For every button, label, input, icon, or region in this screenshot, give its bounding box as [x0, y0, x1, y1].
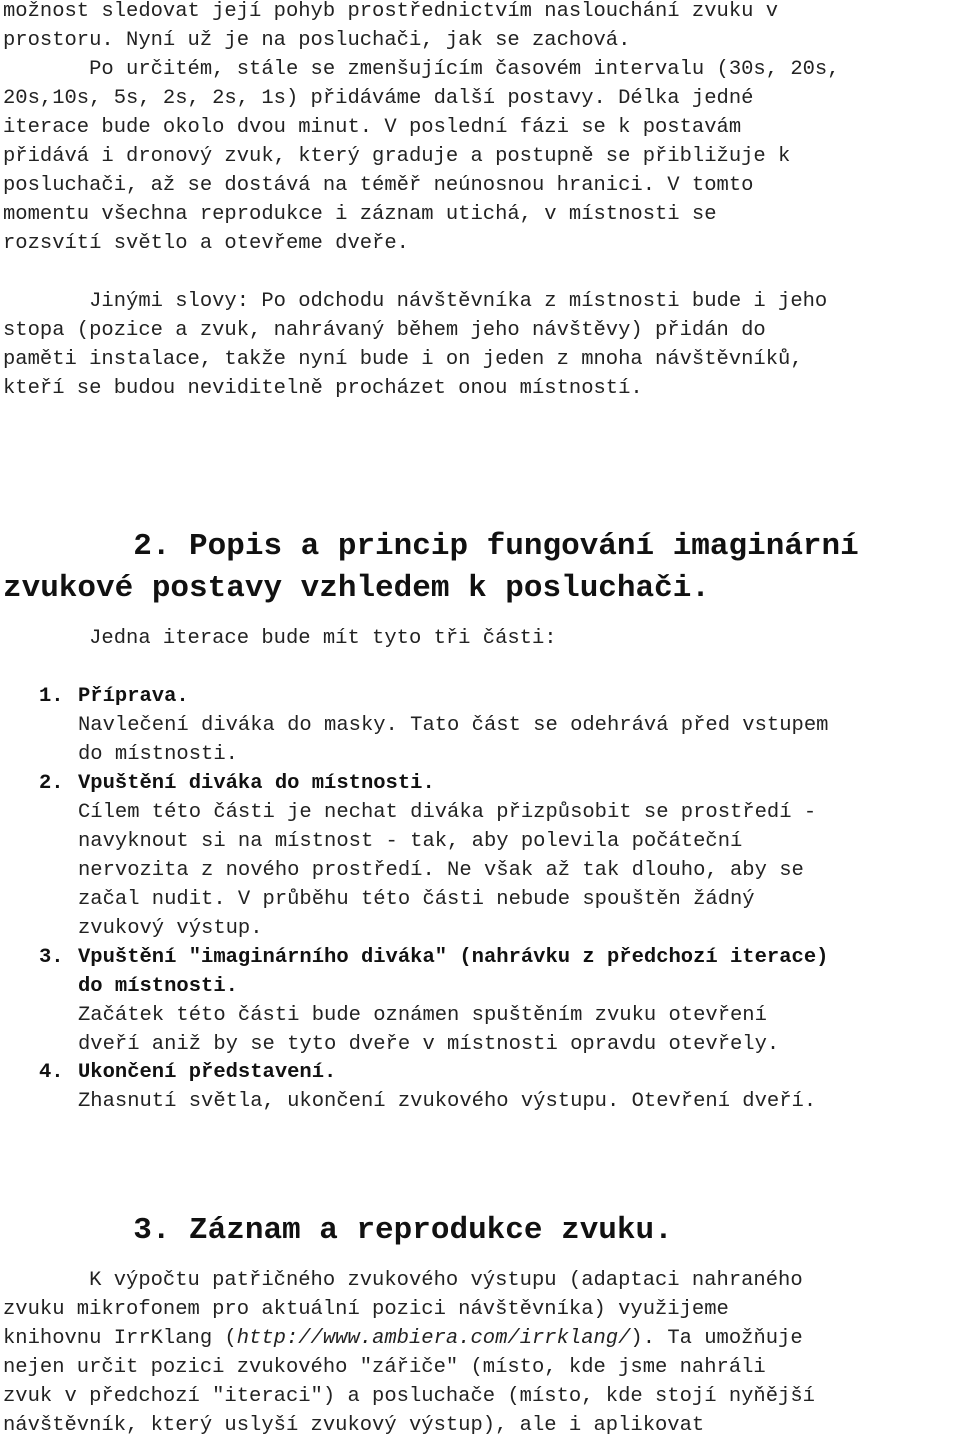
text-line	[3, 1324, 958, 1353]
text-line: prostoru. Nyní už je na posluchači, jak se zachová.	[3, 29, 631, 52]
irrklang-link[interactable]: http://www.ambiera.com/irrklang/	[236, 1327, 631, 1350]
text-line: možnost sledovat její pohyb prostřednictvím naslouchání zvuku v	[3, 0, 779, 23]
text-line: zvuku mikrofonem pro aktuální pozici návštěvníka) využijeme	[3, 1298, 729, 1321]
list-number: 4.	[39, 1061, 64, 1084]
text-line: přidává i dronový zvuk, který graduje a postupně se přibližuje k	[3, 145, 791, 168]
section-3-heading: 3. Záznam a reprodukce zvuku.	[3, 1213, 673, 1248]
text-line: stopa (pozice a zvuk, nahrávaný během jeho návštěvy) přidán do	[3, 319, 766, 342]
section-heading-line: 2. Popis a princip fungování imaginární	[3, 529, 859, 564]
list-item-text: zvukový výstup.	[78, 917, 263, 940]
text-line: kteří se budou neviditelně procházet onou místností.	[3, 377, 643, 400]
list-item-text: Zhasnutí světla, ukončení zvukového výstupu. Otevření dveří.	[78, 1090, 817, 1113]
text-line: Jinými slovy: Po odchodu návštěvníka z místnosti bude i jeho	[3, 290, 828, 313]
text-line: paměti instalace, takže nyní bude i on jeden z mnoha návštěvníků,	[3, 348, 803, 371]
section-heading-line: zvukové postavy vzhledem k posluchači.	[3, 571, 710, 606]
list-item-text: Navlečení diváka do masky. Tato část se odehrává před vstupem	[78, 714, 829, 737]
list-item-title: Vpuštění "imaginárního diváka" (nahrávku z předchozí iterace)	[78, 946, 829, 969]
list-item-title: Vpuštění diváka do místnosti.	[78, 772, 435, 795]
list-item-title: Ukončení představení.	[78, 1061, 337, 1084]
text-fragment: knihovnu IrrKlang (	[3, 1327, 237, 1350]
text-line: zvuk v předchozí "iteraci") a posluchače (místo, kde stojí nyňější	[3, 1385, 815, 1408]
text-line: Po určitém, stále se zmenšujícím časovém intervalu (30s, 20s,	[3, 58, 840, 81]
text-line: nejen určit pozici zvukového "zářiče" (místo, kde jsme nahráli	[3, 1356, 766, 1379]
text-line: iterace bude okolo dvou minut. V poslední fázi se k postavám	[3, 116, 742, 139]
list-number: 1.	[39, 685, 64, 708]
list-item-text: Cílem této části je nechat diváka přizpůsobit se prostředí -	[78, 801, 817, 824]
list-item-text: dveří aniž by se tyto dveře v místnosti opravdu otevřely.	[78, 1033, 780, 1056]
section-2-intro: Jedna iterace bude mít tyto tři části:	[3, 627, 557, 650]
text-fragment: ). Ta umožňuje	[630, 1327, 803, 1350]
text-line: K výpočtu patřičného zvukového výstupu (adaptaci nahraného	[3, 1269, 803, 1292]
list-number: 2.	[39, 772, 64, 795]
text-line: posluchači, až se dostává na téměř neúnosnou hranici. V tomto	[3, 174, 754, 197]
text-line: 20s,10s, 5s, 2s, 2s, 1s) přidáváme další postavy. Délka jedné	[3, 87, 754, 110]
text-line: momentu všechna reprodukce i záznam utichá, v místnosti se	[3, 203, 717, 226]
list-item-title: Příprava.	[78, 685, 189, 708]
list-item-text: navyknout si na místnost - tak, aby polevila počáteční	[78, 830, 743, 853]
text-line: rozsvítí světlo a otevřeme dveře.	[3, 232, 409, 255]
text-line: návštěvník, který uslyší zvukový výstup), ale i aplikovat	[3, 1414, 705, 1437]
list-item-text: do místnosti.	[78, 743, 238, 766]
list-item-text: začal nudit. V průběhu této části nebude spouštěn žádný	[78, 888, 755, 911]
list-item-text: Začátek této části bude oznámen spuštěním zvuku otevření	[78, 1004, 767, 1027]
list-item-title: do místnosti.	[78, 975, 238, 998]
list-number: 3.	[39, 946, 64, 969]
list-item-text: nervozita z nového prostředí. Ne však až tak dlouho, aby se	[78, 859, 804, 882]
